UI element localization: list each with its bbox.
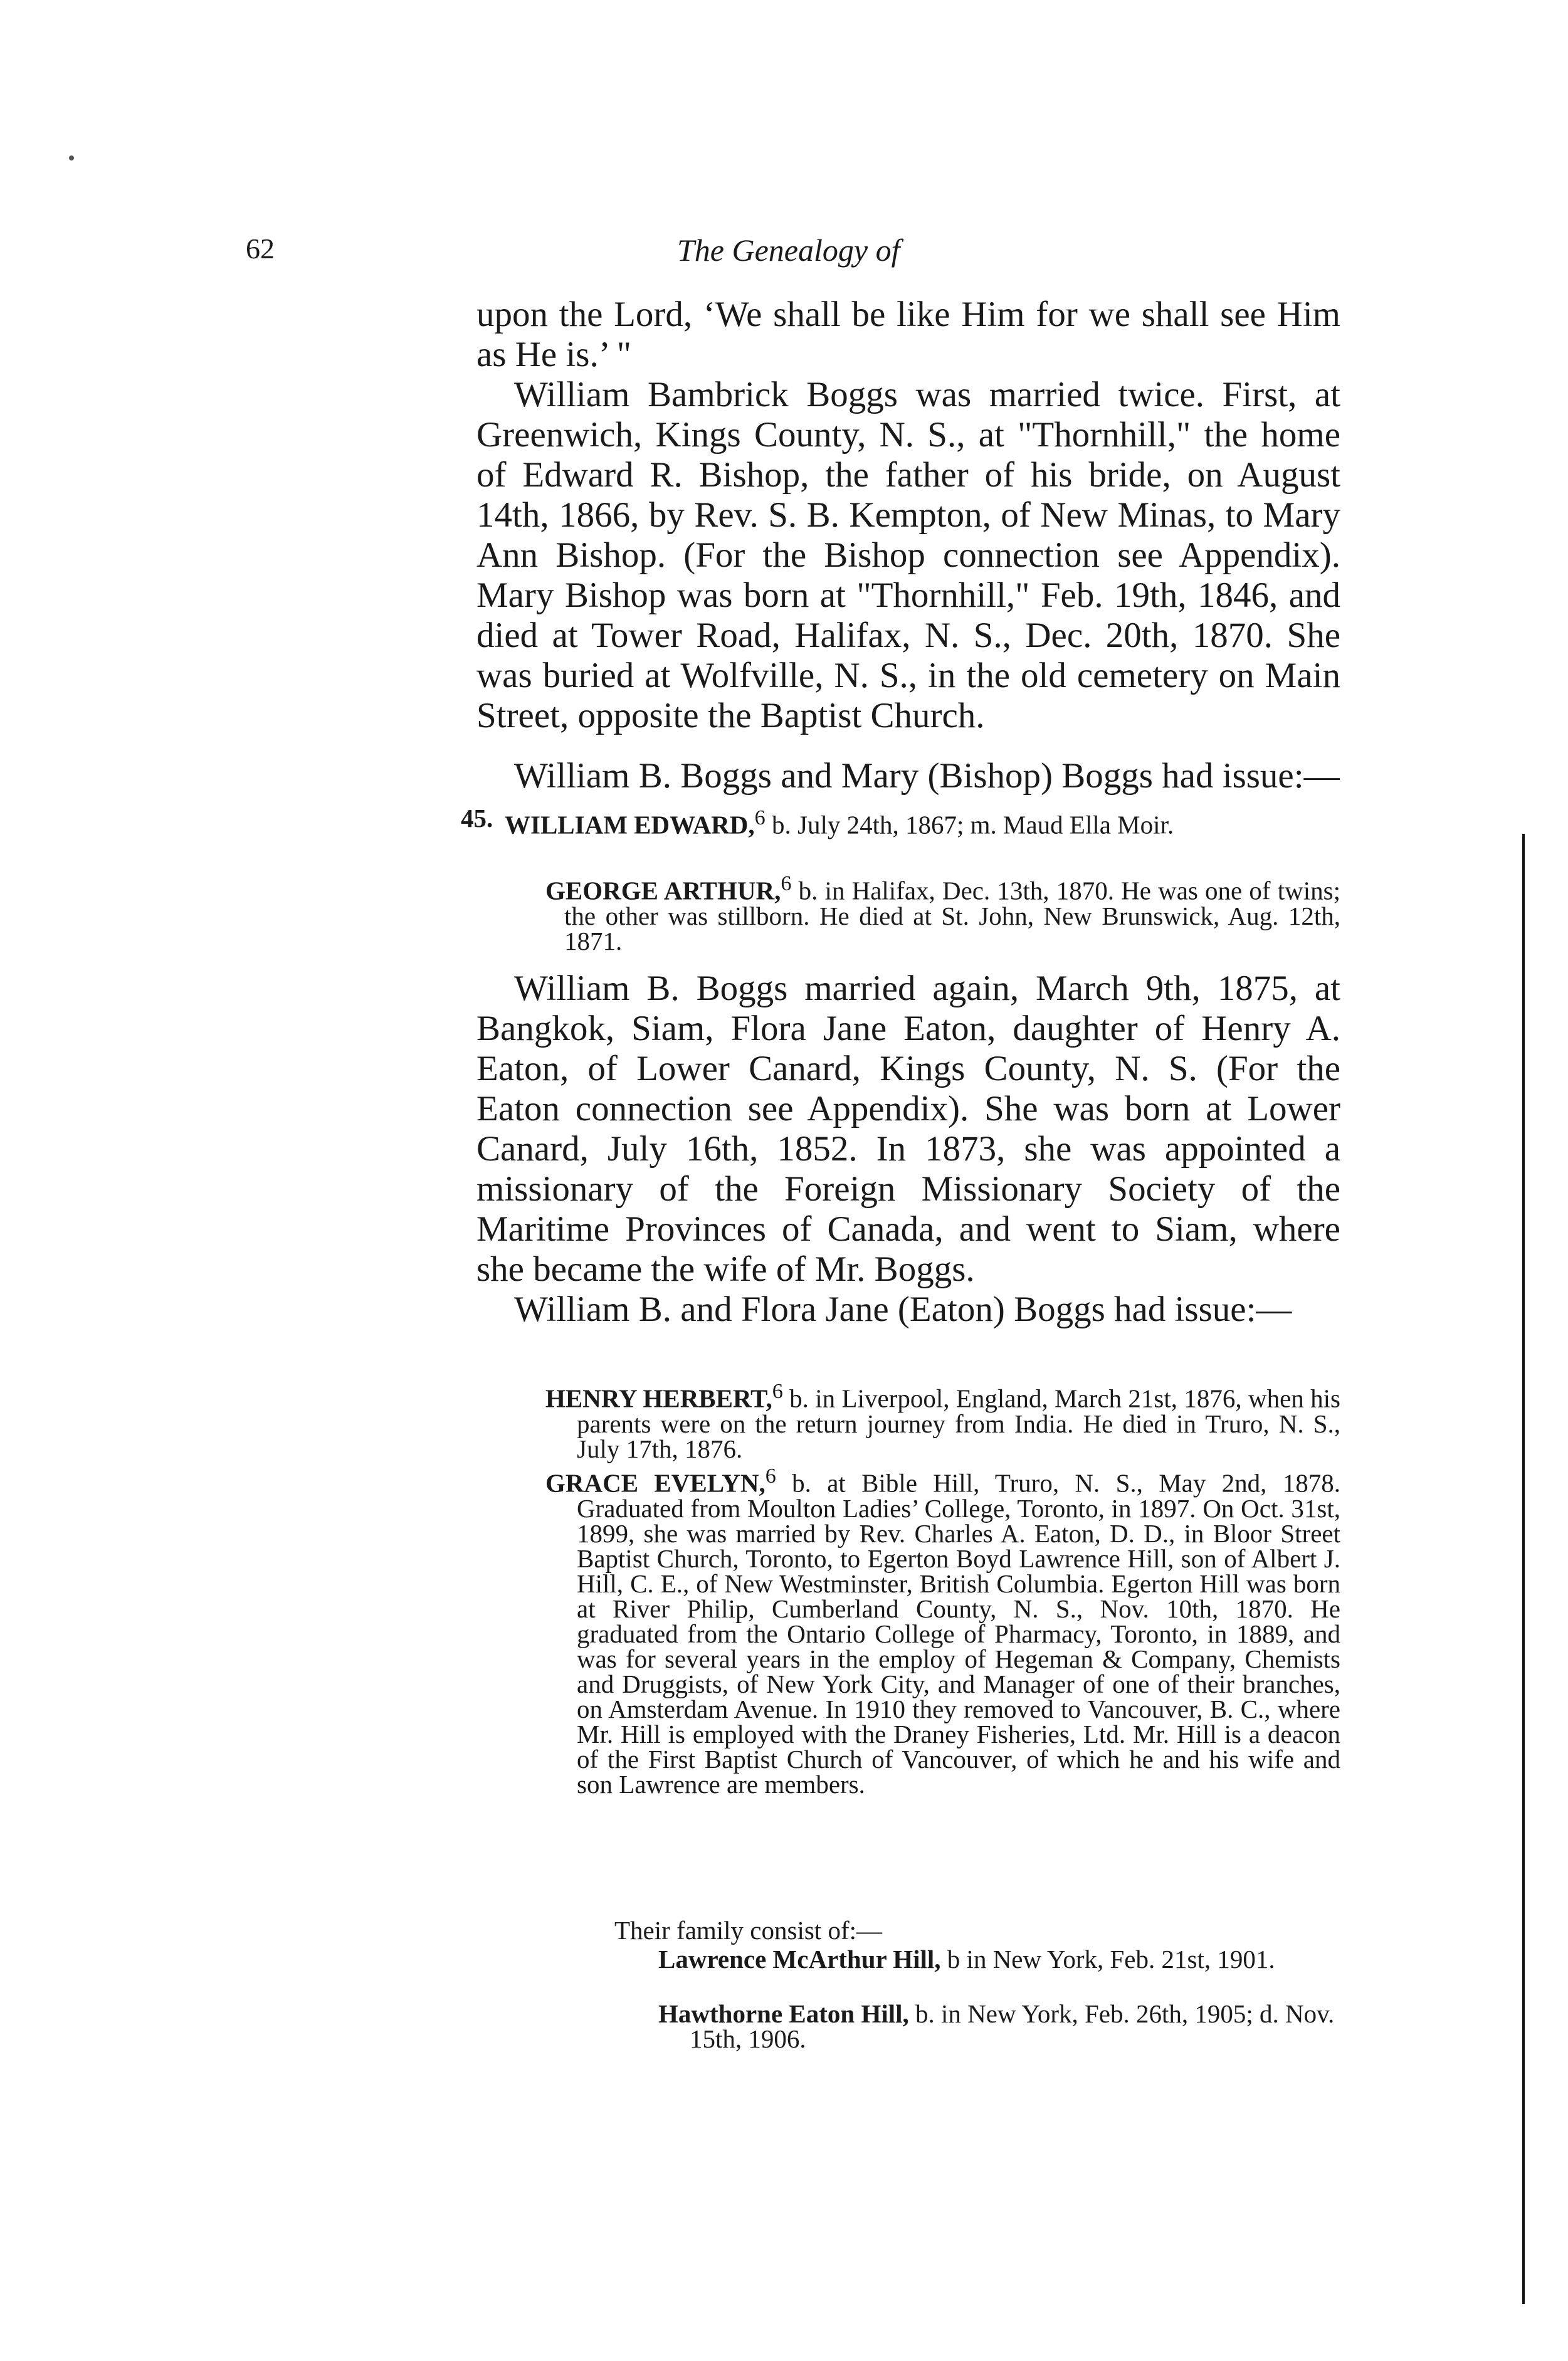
child-entry-henry: [545, 1379, 1340, 1461]
child-entry-william: [461, 806, 1339, 838]
generation-mark: 6: [765, 1464, 776, 1488]
running-title: The Genealogy of: [677, 233, 900, 268]
page-header: [0, 232, 1568, 282]
paragraph: upon the Lord, ‘We shall be like Him for we shall see Him as He is.’ ": [476, 295, 1340, 374]
entry-details: b. in Liverpool, England, March 21st, 1876, when his parents were on the return journey from India. He died in Truro, N. S., July 17th, 1876.: [577, 1384, 1340, 1463]
entry-name: Lawrence McArthur Hill,: [658, 1945, 941, 1974]
binding-edge-line: [1522, 834, 1525, 2304]
entry-name: WILLIAM EDWARD,: [505, 810, 755, 839]
entry-details: b. in Halifax, Dec. 13th, 1870. He was one of twins; the other was stillborn. He died at St. John, New Brunswick, Aug. 12th, 1871.: [564, 876, 1340, 955]
entry-name: Hawthorne Eaton Hill,: [658, 1999, 909, 2028]
entry-text: [505, 806, 1339, 838]
page-number: 62: [246, 233, 275, 265]
opening-paragraphs: [476, 295, 1340, 796]
entry-details: b. July 24th, 1867; m. Maud Ella Moir.: [765, 810, 1174, 839]
entry-number: 45.: [461, 804, 493, 833]
generation-mark: 6: [754, 806, 766, 829]
entry-name: GRACE EVELYN,: [545, 1468, 766, 1498]
paragraph: William B. Boggs married again, March 9th, 1875, at Bangkok, Siam, Flora Jane Eaton, daughter of Henry A. Eaton, of Lower Canard, Kings County, N. S. (For the Eaton connection see Appendix). She was born at Lower Canard, July 16th, 1852. In 1873, she was appointed a missionary of the Foreign Missionary Society of the Maritime Provinces of Canada, and went to Siam, where she became the wife of Mr. Boggs.: [476, 969, 1340, 1289]
family-intro: Their family consist of:—: [614, 1916, 882, 1945]
second-marriage-paragraphs: [476, 969, 1340, 1330]
scan-speck: [69, 155, 74, 160]
grandchild-entry-lawrence: [658, 1947, 1342, 1972]
paragraph: William B. Boggs and Mary (Bishop) Boggs had issue:—: [514, 756, 1340, 796]
child-entry-george: [545, 871, 1340, 954]
entry-name: GEORGE ARTHUR,: [545, 876, 781, 905]
generation-mark: 6: [772, 1380, 783, 1403]
entry-details: b. in New York, Feb. 26th, 1905; d. Nov. 15th, 1906.: [690, 1999, 1335, 2053]
grandchild-entry-hawthorne: [658, 2001, 1342, 2051]
generation-mark: 6: [781, 872, 792, 895]
child-entry-grace: [545, 1464, 1340, 1797]
entry-details: b. at Bible Hill, Truro, N. S., May 2nd, 1878. Graduated from Moulton Ladies’ College, Toronto, in 1897. On Oct. 31st, 1899, she was married by Rev. Charles A. Eaton, D. D., in Bloor Street Baptist Church, Toronto, to Egerton Boyd Lawrence Hill, son of Albert J. Hill, C. E., of New Westminster, British Columbia. Egerton Hill was born at River Philip, Cumberland County, N. S., Nov. 10th, 1870. He graduated from the Ontario College of Pharmacy, Toronto, in 1889, and was for several years in the employ of Hegeman & Company, Chemists and Druggists, of New York City, and Manager of one of their branches, on Amsterdam Avenue. In 1910 they removed to Vancouver, B. C., where Mr. Hill is employed with the Draney Fisheries, Ltd. Mr. Hill is a deacon of the First Baptist Church of Vancouver, of which he and his wife and son Lawrence are members.: [577, 1468, 1340, 1799]
paragraph: William Bambrick Boggs was married twice. First, at Greenwich, Kings County, N. S., at "Thornhill," the home of Edward R. Bishop, the father of his bride, on August 14th, 1866, by Rev. S. B. Kempton, of New Minas, to Mary Ann Bishop. (For the Bishop connection see Appendix). Mary Bishop was born at "Thornhill," Feb. 19th, 1846, and died at Tower Road, Halifax, N. S., Dec. 20th, 1870. She was buried at Wolfville, N. S., in the old cemetery on Main Street, opposite the Baptist Church.: [476, 375, 1340, 735]
entry-details: b in New York, Feb. 21st, 1901.: [940, 1945, 1275, 1974]
entry-name: HENRY HERBERT,: [545, 1384, 772, 1413]
paragraph: William B. and Flora Jane (Eaton) Boggs had issue:—: [514, 1290, 1292, 1329]
